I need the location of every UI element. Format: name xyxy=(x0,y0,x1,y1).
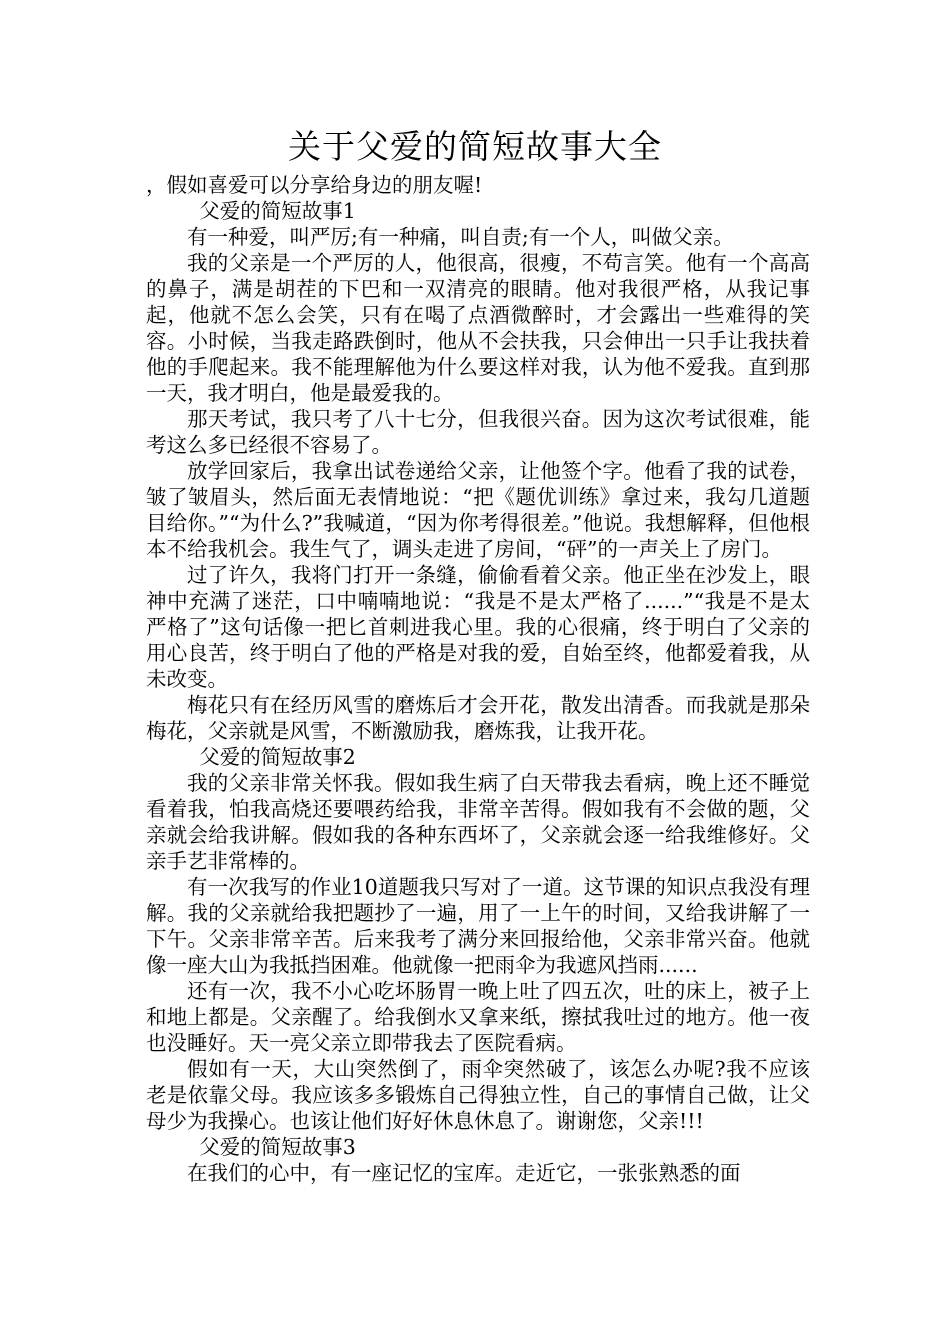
paragraph: 放学回家后，我拿出试卷递给父亲，让他签个字。他看了我的试卷，皱了皱眉头，然后面无表情地说：“把《题优训练》拿过来，我勾几道题目给你。”“为什么?”我喊道，“因为你考得很差。”他说。我想解释，但他根本不给我机会。我生气了，调头走进了房间，“砰”的一声关上了房门。 xyxy=(146,459,810,561)
section-heading-2: 父爱的简短故事2 xyxy=(199,745,356,769)
document-title: 关于父爱的简短故事大全 xyxy=(288,127,662,166)
paragraph: 在我们的心中，有一座记忆的宝库。走近它，一张张熟悉的面 xyxy=(187,1161,741,1185)
paragraph: 我的父亲是一个严厉的人，他很高，很瘦，不苟言笑。他有一个高高的鼻子，满是胡茬的下巴和一双清亮的眼睛。他对我很严格，从我记事起，他就不怎么会笑，只有在喝了点酒微醉时，才会露出一些难得的笑容。小时候，当我走路跌倒时，他从不会扶我，只会伸出一只手让我扶着他的手爬起来。我不能理解他为什么要这样对我，认为他不爱我。直到那一天，我才明白，他是最爱我的。 xyxy=(146,251,810,405)
paragraph: 我的父亲非常关怀我。假如我生病了白天带我去看病，晚上还不睡觉看着我，怕我高烧还要喂药给我，非常辛苦得。假如我有不会做的题，父亲就会给我讲解。假如我的各种东西坏了，父亲就会逐一给我维修好。父亲手艺非常棒的。 xyxy=(146,771,810,873)
document-body xyxy=(146,172,810,1186)
paragraph: 假如有一天，大山突然倒了，雨伞突然破了，该怎么办呢?我不应该老是依靠父母。我应该多多锻炼自己得独立性，自己的事情自己做，让父母少为我操心。也该让他们好好休息休息了。谢谢您，父亲!!! xyxy=(146,1057,810,1133)
paragraph: 还有一次，我不小心吃坏肠胃一晚上吐了四五次，吐的床上，被子上和地上都是。父亲醒了。给我倒水又拿来纸，擦拭我吐过的地方。他一夜也没睡好。天一亮父亲立即带我去了医院看病。 xyxy=(146,979,810,1055)
section-heading-3: 父爱的简短故事3 xyxy=(199,1135,356,1159)
paragraph: 那天考试，我只考了八十七分，但我很兴奋。因为这次考试很难，能考这么多已经很不容易了。 xyxy=(146,407,810,457)
paragraph: 过了许久，我将门打开一条缝，偷偷看着父亲。他正坐在沙发上，眼神中充满了迷茫，口中喃喃地说：“我是不是太严格了......”“我是不是太严格了”这句话像一把匕首刺进我心里。我的心很痛，终于明白了父亲的用心良苦，终于明白了他的严格是对我的爱，自始至终，他都爱着我，从未改变。 xyxy=(146,563,810,691)
intro-line: ，假如喜爱可以分享给身边的朋友喔! xyxy=(146,173,483,197)
section-heading-1: 父爱的简短故事1 xyxy=(199,199,356,223)
paragraph: 梅花只有在经历风雪的磨炼后才会开花，散发出清香。而我就是那朵梅花，父亲就是风雪，不断激励我，磨炼我，让我开花。 xyxy=(146,693,810,743)
paragraph: 有一种爱，叫严厉;有一种痛，叫自责;有一个人，叫做父亲。 xyxy=(187,225,734,249)
paragraph: 有一次我写的作业10道题我只写对了一道。这节课的知识点我没有理解。我的父亲就给我把题抄了一遍，用了一上午的时间，又给我讲解了一下午。父亲非常辛苦。后来我考了满分来回报给他，父亲非常兴奋。他就像一座大山为我抵挡困难。他就像一把雨伞为我遮风挡雨...... xyxy=(146,875,810,977)
